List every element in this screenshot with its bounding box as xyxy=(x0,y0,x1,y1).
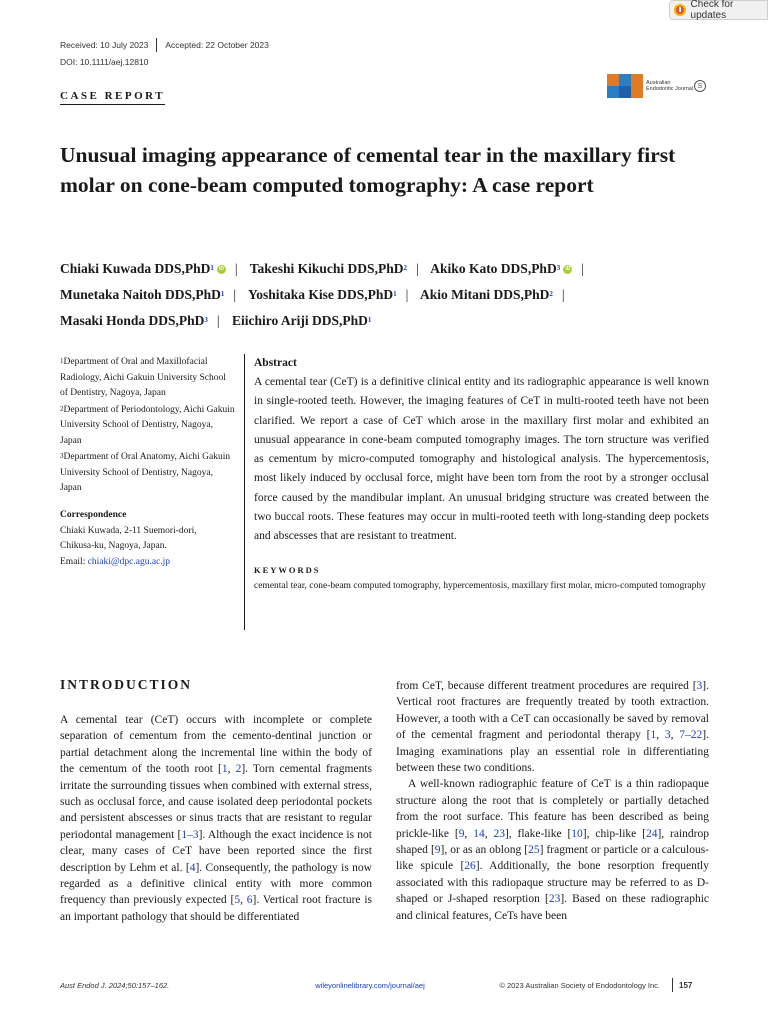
dates-divider xyxy=(156,38,157,52)
citation-link[interactable]: 23 xyxy=(548,893,561,906)
author xyxy=(250,261,407,276)
check-for-updates-label: Check for updates xyxy=(690,0,734,21)
keywords-heading: KEYWORDS xyxy=(254,564,321,575)
email-label: Email: xyxy=(60,556,88,567)
citation-link[interactable]: 4 xyxy=(189,861,196,874)
orcid-icon[interactable]: iD xyxy=(565,266,571,273)
author xyxy=(60,261,226,276)
citation-link[interactable]: 2 xyxy=(235,763,242,776)
check-for-updates-button[interactable] xyxy=(669,0,768,20)
paragraph-text: ], raindrop shaped [ xyxy=(396,827,709,857)
paragraph-text: A cemental tear (CeT) occurs with incomplete or complete separation of cementum from the cemento-dentinal junction or partial detachment along the incremental line within the body of the cementum of the tooth root [ xyxy=(60,714,372,776)
author-name: Yoshitaka Kise DDS,PhD xyxy=(247,287,394,302)
paragraph-text: ]. Imaging examinations play an essential role in differentiating between these two conditions. xyxy=(396,729,710,775)
correspondence xyxy=(60,508,235,570)
author xyxy=(60,313,208,328)
journal-logo-text: Australian Endodontic Journal xyxy=(646,79,694,92)
paragraph-text: A well-known radiographic feature of CeT is a thin radiopaque structure along the root that is completely or partially detached from the root surface. This feature has been described as being prickle-like [ xyxy=(396,778,709,840)
author-affiliation-link[interactable]: 1 xyxy=(220,290,225,298)
paragraph-text: , xyxy=(227,763,236,776)
update-badge-icon xyxy=(674,4,686,16)
author-separator: | xyxy=(405,287,409,302)
affiliation-text: Department of Periodontology, Aichi Gakuin University School of Dentistry, Nagoya, Japan xyxy=(60,404,235,446)
paragraph-text: ]. Consequently, the pathology is now regarded as a definitive clinical entity with more common frequency than previously expected [ xyxy=(60,861,372,907)
author-name: Munetaka Naitoh DDS,PhD xyxy=(60,287,221,302)
page-footer xyxy=(60,978,710,992)
body-column-right xyxy=(396,678,709,924)
citation-link[interactable]: 25 xyxy=(528,844,540,857)
paragraph-text: ]. Vertical root fracture is an important pathology that should be differentiated xyxy=(60,894,373,923)
author xyxy=(60,287,224,302)
author-list xyxy=(60,256,720,334)
doi[interactable]: DOI: 10.1111/aej.12810 xyxy=(60,57,149,67)
affiliation xyxy=(60,355,235,402)
citation-link[interactable]: 1–3 xyxy=(181,828,199,841)
citation-link[interactable]: 26 xyxy=(464,860,476,873)
author-name: Masaki Honda DDS,PhD xyxy=(60,313,205,328)
author-separator: | xyxy=(234,261,238,276)
journal-logo-tile xyxy=(607,86,619,98)
orcid-icon[interactable]: iD xyxy=(218,266,224,273)
author-affiliation-link[interactable]: 1 xyxy=(210,264,214,272)
paragraph-text: , xyxy=(484,827,494,840)
affiliation-number: 1 xyxy=(60,357,64,365)
affiliation-number: 2 xyxy=(60,404,64,413)
author-affiliation-link[interactable]: 2 xyxy=(403,264,407,272)
author-name: Chiaki Kuwada DDS,PhD xyxy=(60,261,211,276)
accepted-date: Accepted: 22 October 2023 xyxy=(165,40,269,50)
introduction-heading: INTRODUCTION xyxy=(60,677,193,692)
paragraph-text: ]. Additionally, the bone resorption frequently associated with this radiopaque structure may be referred to as D-shaped or J-shaped resorption [ xyxy=(396,860,710,906)
author-separator: | xyxy=(561,287,565,302)
paragraph-text: ]. Although the exact incidence is not clear, many cases of CeT have been reported since the first description by Lehm et al. [ xyxy=(60,828,372,874)
citation-link[interactable]: 24 xyxy=(645,827,658,840)
journal-logo-tile xyxy=(619,74,631,86)
body-column-left xyxy=(60,712,372,925)
affiliation-text: Department of Oral Anatomy, Aichi Gakuin University School of Dentistry, Nagoya, Japan xyxy=(60,452,231,493)
abstract-rule xyxy=(244,354,245,630)
intro-paragraph-2 xyxy=(396,678,709,776)
author-name: Akio Mitani DDS,PhD xyxy=(419,287,550,302)
author-separator: | xyxy=(233,287,237,302)
correspondence-address-line2: Chikusa-ku, Nagoya, Japan. xyxy=(60,541,167,551)
citation-link[interactable]: 10 xyxy=(571,827,583,840)
article-title: Unusual imaging appearance of cemental tear in the maxillary first molar on cone-beam computed tomography: A case report xyxy=(60,143,676,197)
author-separator: | xyxy=(581,261,584,276)
citation-link[interactable]: 1 xyxy=(650,729,657,742)
paragraph-text: , xyxy=(464,827,474,840)
affiliation xyxy=(60,450,235,497)
citation-link[interactable]: 14 xyxy=(473,827,485,840)
author-affiliation-link[interactable]: 3 xyxy=(204,316,208,324)
author xyxy=(232,313,371,328)
abstract xyxy=(254,355,709,593)
citation-link[interactable]: 3 xyxy=(664,729,671,742)
footer-copyright: © 2023 Australian Society of Endodontology Inc. xyxy=(499,980,660,990)
author-affiliation-link[interactable]: 2 xyxy=(549,290,553,298)
affiliation-number: 3 xyxy=(60,452,64,460)
author xyxy=(430,261,572,276)
page-number: 157 xyxy=(679,980,693,990)
paragraph-text: ]. Based on these radiographic and clinical features, CeTs have been xyxy=(396,893,709,922)
author-separator: | xyxy=(216,313,220,328)
dates-line xyxy=(60,38,269,52)
citation-link[interactable]: 9 xyxy=(458,827,465,840)
author xyxy=(248,287,397,302)
paragraph-text: ] fragment or particle or a calculous-like spicule [ xyxy=(396,844,710,873)
author-name: Takeshi Kikuchi DDS,PhD xyxy=(249,261,404,276)
paragraph-text: ], or as an oblong [ xyxy=(440,844,529,857)
citation-link[interactable]: 9 xyxy=(434,844,441,857)
intro-paragraph-3 xyxy=(396,776,709,924)
paragraph-text: ]. Vertical root fractures are frequently treated by tooth extraction. However, a tooth with a CeT can occasionally be saved by removal of the cemental fragment and periodontal therapy [ xyxy=(396,680,709,742)
affiliation-text: Department of Oral and Maxillofacial Radiology, Aichi Gakuin University School of Dentistry, Nagoya, Japan xyxy=(60,357,226,398)
keywords: cemental tear, cone-beam computed tomography, hypercementosis, maxillary first molar, micro-computed tomography xyxy=(254,580,706,591)
paragraph-text: from CeT, because different treatment procedures are required [ xyxy=(396,680,697,692)
paragraph-text: ], chip-like [ xyxy=(582,827,646,840)
citation-link[interactable]: 1 xyxy=(221,763,228,776)
journal-logo-tile xyxy=(619,86,631,98)
affiliation xyxy=(60,403,235,450)
author-affiliation-link[interactable]: 1 xyxy=(367,316,372,324)
journal-logo-tiles xyxy=(607,74,643,98)
author xyxy=(420,287,553,302)
author-affiliation-link[interactable]: 3 xyxy=(556,264,561,272)
journal-logo-tile xyxy=(631,74,643,86)
paragraph-text: , xyxy=(670,729,680,742)
journal-seal-icon: S xyxy=(694,80,706,92)
citation-link[interactable]: 3 xyxy=(696,680,703,692)
journal-logo-tile xyxy=(607,74,619,86)
author-affiliation-link[interactable]: 1 xyxy=(393,290,397,298)
paragraph-text: ]. Torn cemental fragments irritate the surrounding tissues when combined with external stress, such as occlusal force, and cause isolated deep periodontal pockets and persistent abscesses or sinus tracts that are resistant to regular periodontal management [ xyxy=(60,763,372,841)
footer-url-link[interactable]: wileyonlinelibrary.com/journal/aej xyxy=(315,980,425,990)
author-name: Eiichiro Ariji DDS,PhD xyxy=(232,313,368,328)
citation-link[interactable]: 23 xyxy=(493,827,505,840)
affiliations xyxy=(60,355,235,498)
article-type: CASE REPORT xyxy=(60,90,165,105)
intro-paragraph-1 xyxy=(60,712,372,925)
abstract-heading: Abstract xyxy=(254,357,297,369)
citation-link[interactable]: 6 xyxy=(246,894,253,907)
author-name: Akiko Kato DDS,PhD xyxy=(430,261,557,276)
footer-citation: Aust Endod J. 2024;50:157–162. xyxy=(60,980,170,990)
correspondence-email-line xyxy=(60,555,235,571)
citation-link[interactable]: 5 xyxy=(234,894,241,907)
footer-divider xyxy=(672,978,673,992)
correspondence-address-line1: Chiaki Kuwada, 2-11 Suemori-dori, xyxy=(60,525,197,536)
correspondence-heading: Correspondence xyxy=(60,510,127,520)
received-date: Received: 10 July 2023 xyxy=(60,40,149,50)
journal-logo-tile xyxy=(631,86,643,98)
citation-link[interactable]: 7–22 xyxy=(679,729,703,742)
paragraph-text: ], flake-like [ xyxy=(504,827,572,840)
author-separator: | xyxy=(415,261,419,276)
correspondence-email-link[interactable]: chiaki@dpc.agu.ac.jp xyxy=(87,556,171,567)
abstract-body: A cemental tear (CeT) is a definitive clinical entity and its radiographic appearance is well known in single-rooted teeth. However, the imaging features of CeT in multi-rooted teeth have not been clarified. We report a case of CeT which arose in the maxillary first molar and exhibited an unusual appearance in cone-beam computed tomography images. The torn structure was verified as cementum by micro-computed tomography and histological analysis. The hypercementosis, most likely induced by occlusal force, might have been torn from the root by a stronger occlusal force caused by the mandibular implant. An unusual bridging structure was created between the two buccal roots. These features may occur in multi-rooted teeth with long-standing deep pockets and abscesses that are resistant to treatment. xyxy=(254,376,709,543)
paragraph-text: , xyxy=(656,729,665,742)
paragraph-text: , xyxy=(240,894,247,907)
journal-logo[interactable] xyxy=(607,74,708,98)
